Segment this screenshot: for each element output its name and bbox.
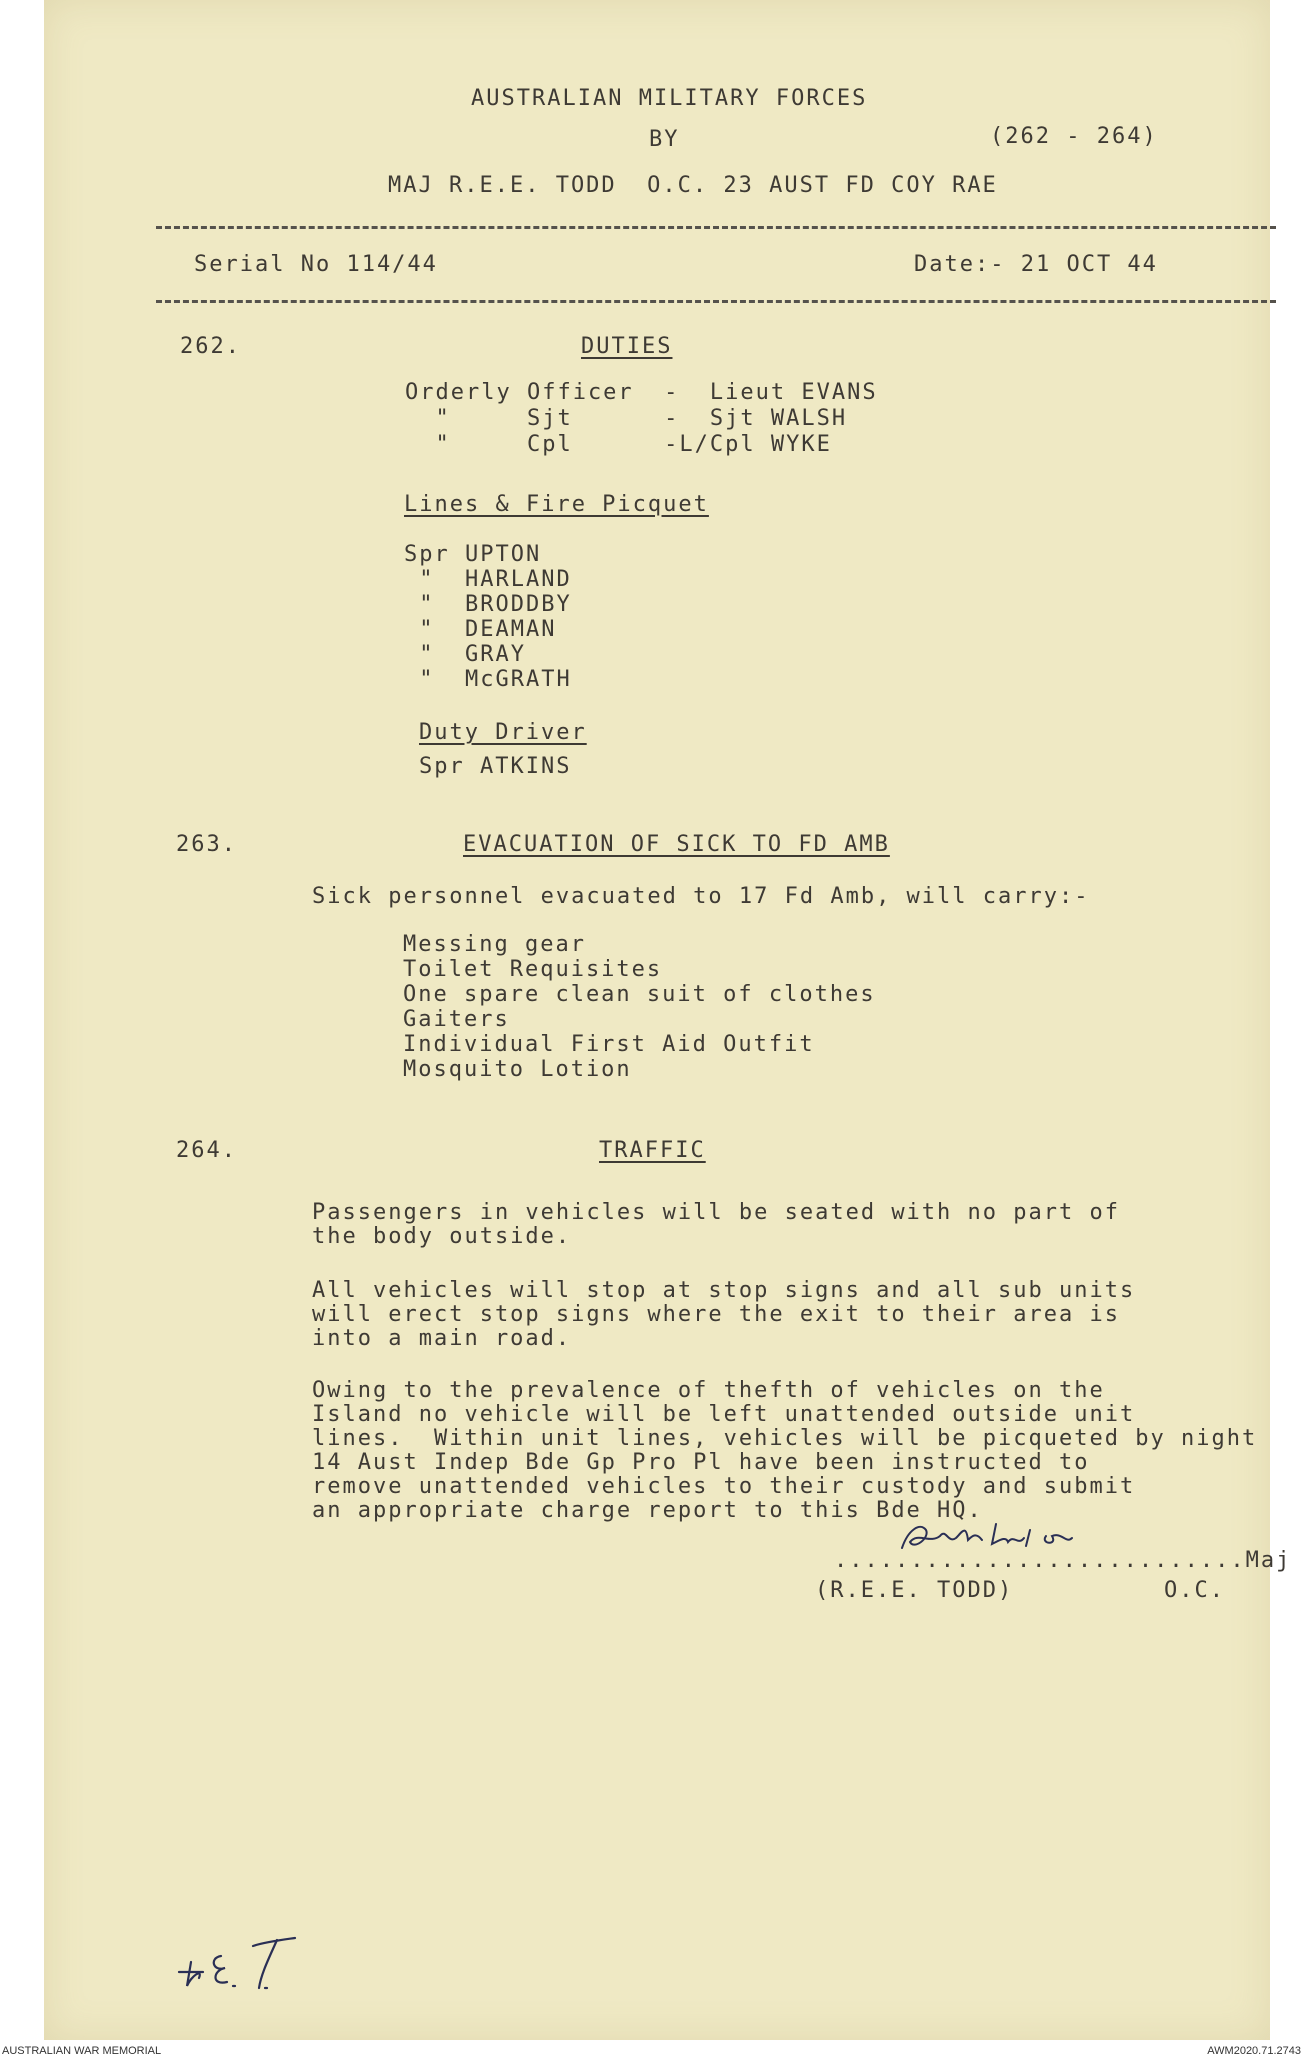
section-263-heading: EVACUATION OF SICK TO FD AMB: [463, 832, 890, 857]
carry-item: Messing gear: [403, 932, 586, 957]
picquet-heading: Lines & Fire Picquet: [404, 492, 709, 517]
picquet-member: Spr UPTON: [404, 542, 542, 567]
traffic-line: lines. Within unit lines, vehicles will be picqueted by night: [312, 1426, 1258, 1451]
signature-dotted-line: ...........................Maj: [834, 1548, 1292, 1573]
picquet-member: " BRODDBY: [404, 592, 572, 617]
traffic-line: the body outside.: [312, 1224, 572, 1249]
carry-item: Individual First Aid Outfit: [403, 1032, 815, 1057]
traffic-line: 14 Aust Indep Bde Gp Pro Pl have been instructed to: [312, 1450, 1090, 1475]
margin-initials: [169, 1928, 314, 1998]
document-title: AUSTRALIAN MILITARY FORCES: [471, 86, 868, 111]
paper-sheet: [44, 0, 1292, 2040]
duty-line: " Sjt - Sjt WALSH: [405, 406, 848, 431]
traffic-line: Passengers in vehicles will be seated with no part of: [312, 1200, 1120, 1225]
traffic-line: Owing to the prevalence of thefth of vehicles on the: [312, 1378, 1105, 1403]
header-rule-top: [156, 226, 1276, 229]
section-264-heading: TRAFFIC: [599, 1138, 706, 1163]
traffic-line: into a main road.: [312, 1326, 572, 1351]
duty-driver: Spr ATKINS: [419, 754, 572, 779]
section-262-number: 262.: [180, 334, 241, 359]
picquet-member: " McGRATH: [404, 667, 572, 692]
footer-accession-number: AWM2020.71.2743: [1207, 2045, 1301, 2057]
traffic-line: an appropriate charge report to this Bde HQ.: [312, 1498, 983, 1523]
carry-item: Mosquito Lotion: [403, 1057, 632, 1082]
traffic-line: All vehicles will stop at stop signs and all sub units: [312, 1278, 1136, 1303]
order-date: Date:- 21 OCT 44: [914, 252, 1158, 277]
handwritten-signature: [896, 1510, 1096, 1560]
duty-line: Orderly Officer - Lieut EVANS: [405, 380, 878, 405]
duty-line: " Cpl -L/Cpl WYKE: [405, 432, 832, 457]
section-264-number: 264.: [176, 1138, 237, 1163]
signatory-name: (R.E.E. TODD): [815, 1578, 1014, 1603]
section-263-number: 263.: [176, 832, 237, 857]
footer-archive-name: AUSTRALIAN WAR MEMORIAL: [2, 2045, 162, 2057]
header-rule-bottom: [156, 300, 1276, 303]
order-range: (262 - 264): [990, 124, 1158, 149]
traffic-line: will erect stop signs where the exit to their area is: [312, 1302, 1120, 1327]
by-line: BY: [649, 127, 680, 152]
issuer-line: MAJ R.E.E. TODD O.C. 23 AUST FD COY RAE: [388, 173, 998, 198]
section-262-heading: DUTIES: [581, 334, 673, 359]
traffic-line: Island no vehicle will be left unattended outside unit: [312, 1402, 1136, 1427]
picquet-member: " GRAY: [404, 642, 526, 667]
picquet-member: " DEAMAN: [404, 617, 557, 642]
duty-driver-heading: Duty Driver: [419, 720, 587, 745]
section-263-intro: Sick personnel evacuated to 17 Fd Amb, will carry:-: [312, 884, 1090, 909]
serial-number: Serial No 114/44: [194, 252, 438, 277]
carry-item: Toilet Requisites: [403, 957, 663, 982]
signatory-role: O.C.: [1164, 1578, 1225, 1603]
carry-item: One spare clean suit of clothes: [403, 982, 876, 1007]
picquet-member: " HARLAND: [404, 567, 572, 592]
carry-item: Gaiters: [403, 1007, 510, 1032]
traffic-line: remove unattended vehicles to their custody and submit: [312, 1474, 1136, 1499]
